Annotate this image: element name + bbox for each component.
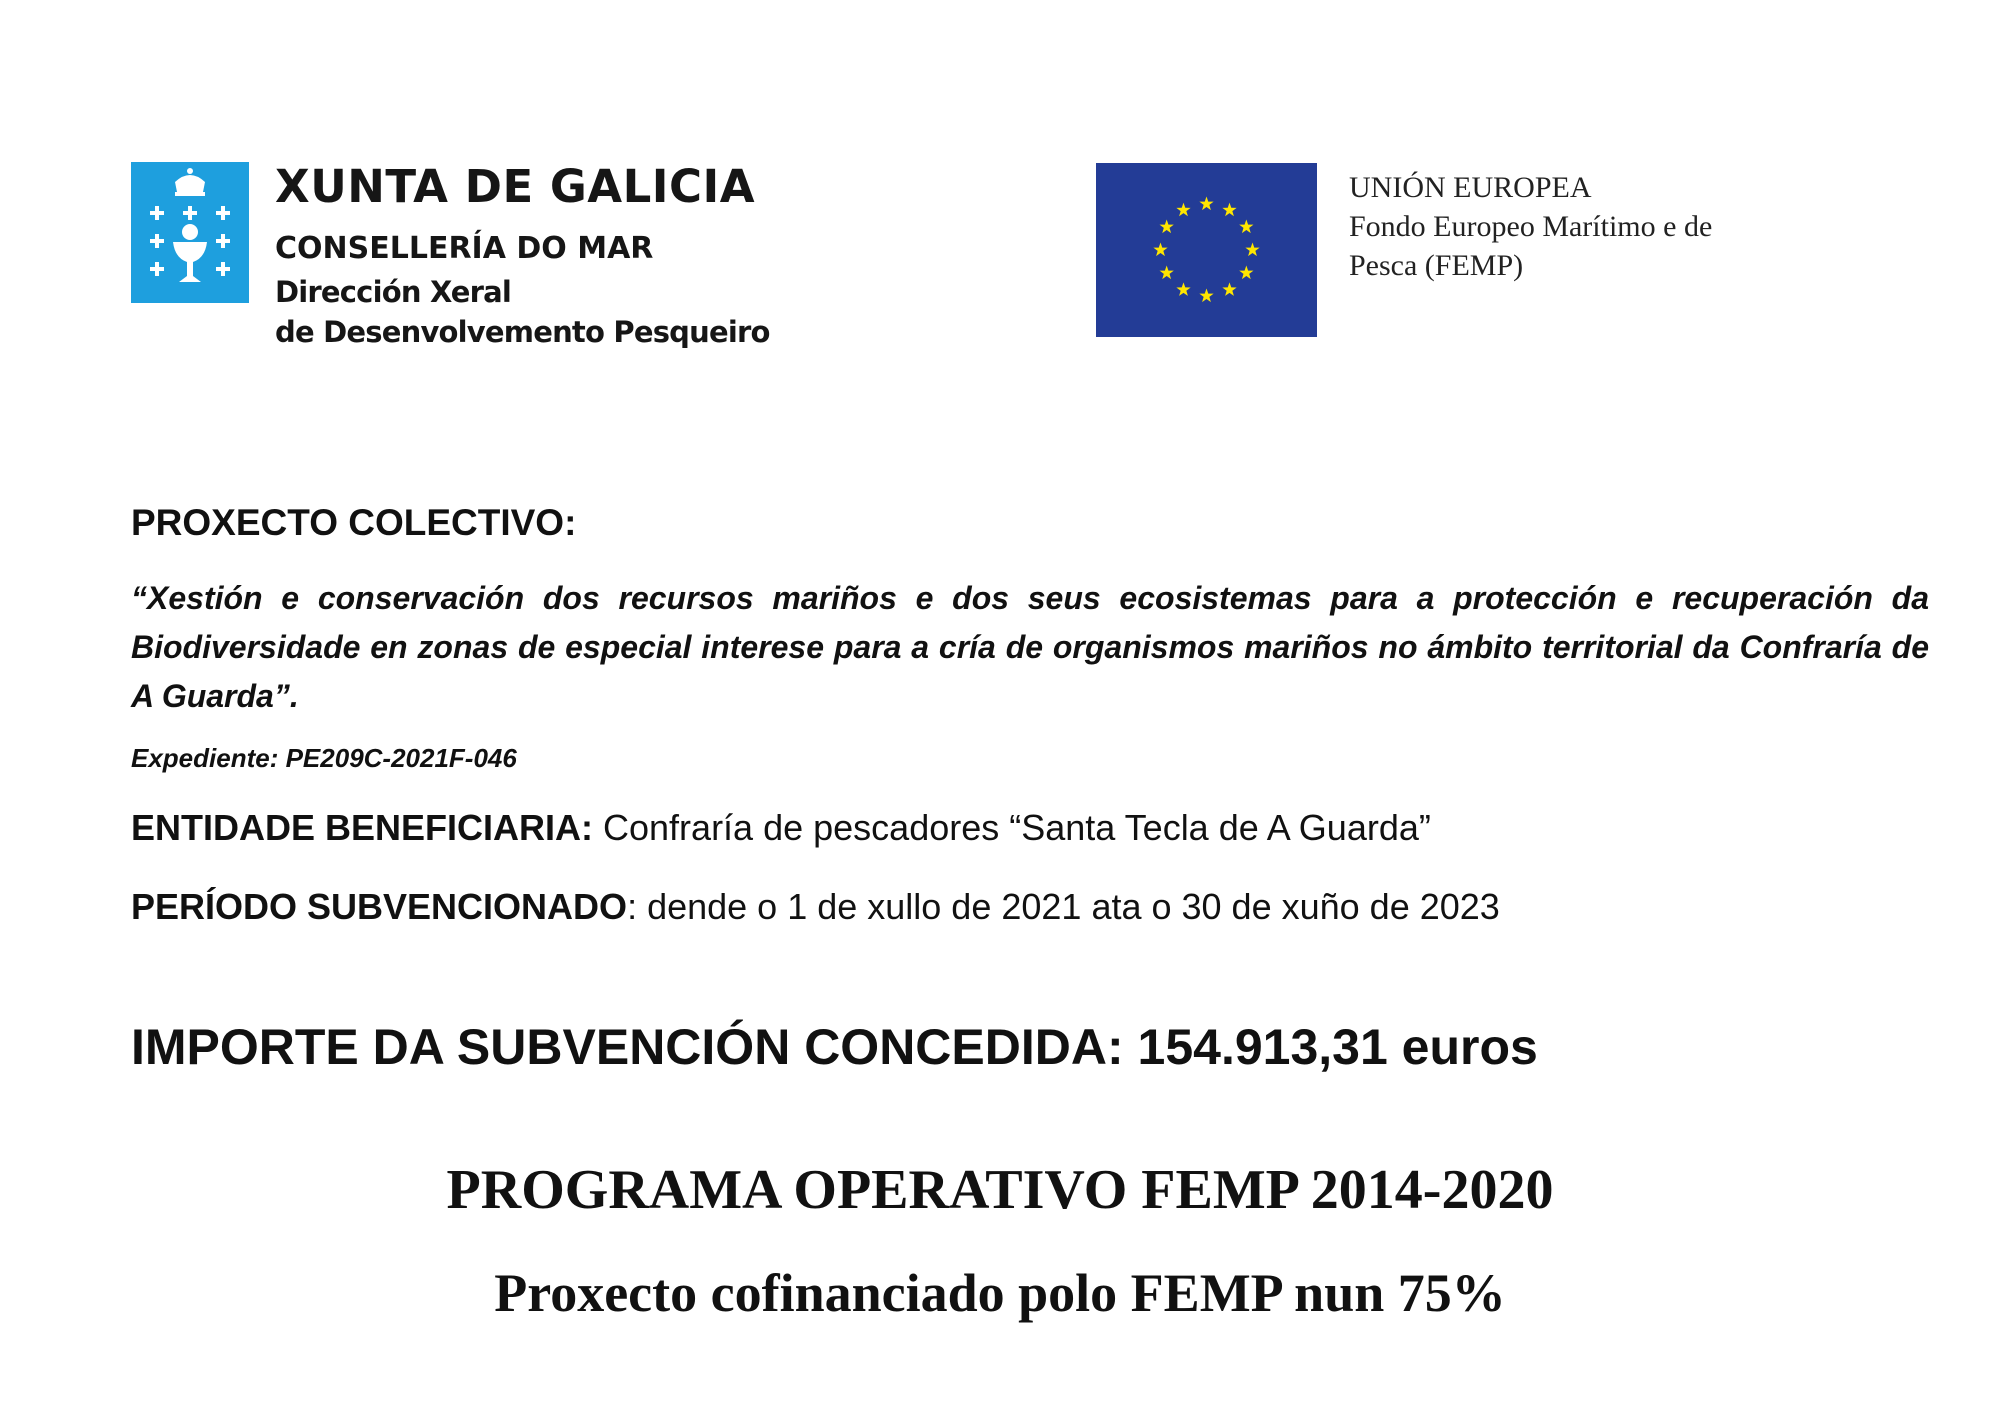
eu-line1: UNIÓN EUROPEA <box>1349 171 1592 204</box>
beneficiary-value: Confraría de pescadores “Santa Tecla de A Guarda” <box>593 807 1431 848</box>
xunta-title: XUNTA DE GALICIA <box>275 160 756 213</box>
period-label: PERÍODO SUBVENCIONADO <box>131 886 628 927</box>
galicia-coat-of-arms-icon <box>131 162 249 303</box>
xunta-subdept-line2: de Desenvolvemento Pesqueiro <box>275 315 770 349</box>
beneficiary-label: ENTIDADE BENEFICIARIA: <box>131 807 594 848</box>
eu-flag-icon <box>1096 163 1317 337</box>
xunta-subdept-line1: Dirección Xeral <box>275 275 512 309</box>
eu-funding-text <box>1349 168 1712 285</box>
grant-amount: IMPORTE DA SUBVENCIÓN CONCEDIDA: 154.913,31 euros <box>131 1019 1538 1075</box>
project-title: “Xestión e conservación dos recursos mariños e dos seus ecosistemas para a protección e recuperación da Biodiversidade en zonas de especial interese para a cría de organismos mariños no ámbito territorial da Confraría de A Guarda”. <box>131 580 1929 714</box>
cofinancing-note: Proxecto cofinanciado polo FEMP nun 75% <box>494 1263 1506 1323</box>
programa-operativo: PROGRAMA OPERATIVO FEMP 2014-2020 <box>446 1159 1554 1221</box>
xunta-department: CONSELLERÍA DO MAR <box>275 231 654 266</box>
period-line <box>131 886 1500 928</box>
eu-line2: Fondo Europeo Marítimo e de <box>1349 210 1713 243</box>
period-value: : dende o 1 de xullo de 2021 ata o 30 de xuño de 2023 <box>627 886 1500 927</box>
project-label: PROXECTO COLECTIVO: <box>131 502 577 543</box>
expediente: Expediente: PE209C-2021F-046 <box>131 743 517 773</box>
eu-line3: Pesca (FEMP) <box>1349 249 1524 282</box>
beneficiary-line <box>131 807 1431 849</box>
